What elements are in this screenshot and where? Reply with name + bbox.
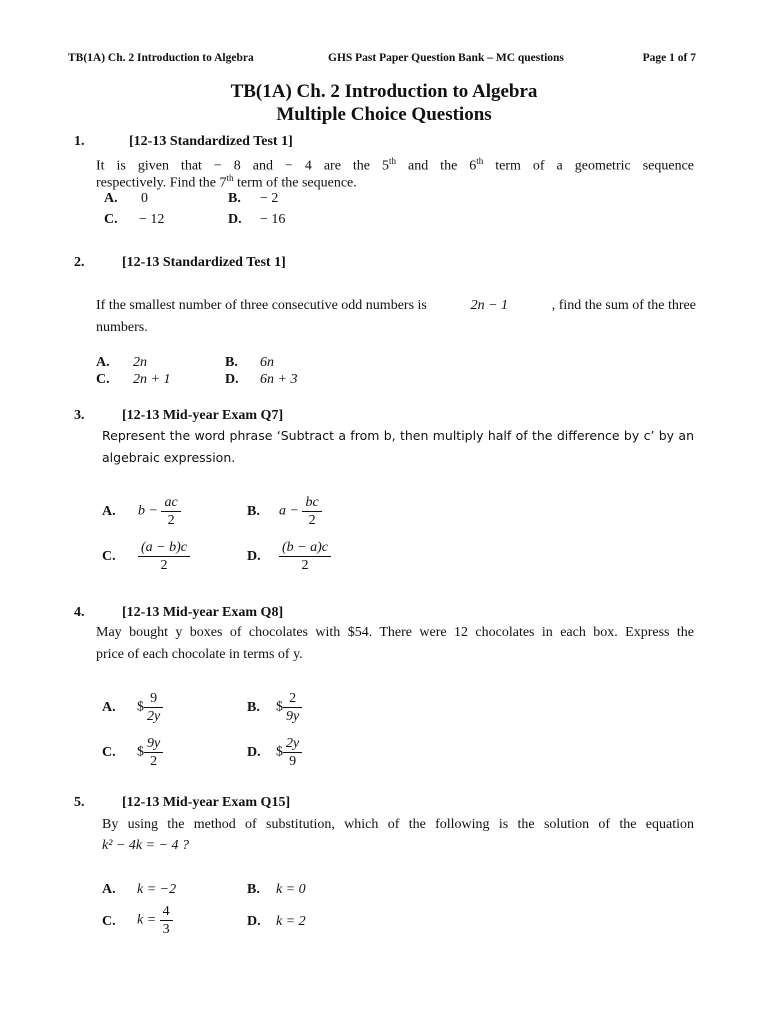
- question-number: 4.: [74, 605, 85, 620]
- question-text-line: algebraic expression.: [102, 450, 236, 465]
- question-number: 1.: [74, 134, 85, 149]
- header-center: GHS Past Paper Question Bank – MC questions: [328, 52, 564, 64]
- option-label: A.: [96, 355, 110, 370]
- option-value: $ $\frac{2y}{9}$: [276, 735, 302, 770]
- option-label: D.: [247, 914, 261, 929]
- option-value: [279, 539, 331, 574]
- option-value: k = $\frac{4}{3}$: [137, 903, 173, 938]
- option-value: b − $\frac{ac}{2}$: [138, 494, 181, 529]
- option-value: − 12: [139, 212, 165, 227]
- question-text-line: respectively. Find the 7th term of the sequence.: [96, 173, 357, 191]
- option-value: 6n + 3: [260, 372, 298, 387]
- option-value: − 2: [260, 191, 279, 206]
- question-equation: k² − 4k = − 4 ?: [102, 838, 189, 853]
- question-source: [12-13 Mid-year Exam Q8]: [122, 605, 284, 620]
- question-text-line: By using the method of substitution, which of the following is the solution of the equation: [102, 817, 694, 832]
- option-label: D.: [228, 212, 242, 227]
- option-value: a − $\frac{bc}{2}$: [279, 494, 322, 529]
- option-label: A.: [102, 882, 116, 897]
- option-value: $ $\frac{9y}{2}$: [137, 735, 163, 770]
- fraction: $\frac{9y}{2}$: [144, 735, 163, 770]
- question-source: [12-13 Mid-year Exam Q15]: [122, 795, 291, 810]
- option-label: C.: [96, 372, 110, 387]
- option-value: 2n: [133, 355, 147, 370]
- fraction: $\frac{4}{3}$: [160, 903, 173, 938]
- question-text-line: If the smallest number of three consecutive odd numbers is 2n − 1 , find the sum of the three: [96, 295, 696, 317]
- option-value: 6n: [260, 355, 274, 370]
- question-text-line: price of each chocolate in terms of y.: [96, 647, 303, 662]
- page-header: [68, 52, 696, 68]
- option-label: B.: [228, 191, 241, 206]
- option-label: B.: [247, 504, 260, 519]
- option-value: k = −2: [137, 882, 177, 897]
- fraction: $\frac{2y}{9}$: [283, 735, 302, 770]
- option-label: B.: [247, 882, 260, 897]
- option-label: A.: [102, 504, 116, 519]
- header-page-number: Page 1 of 7: [642, 52, 696, 64]
- question-text-line: Represent the word phrase ‘Subtract a from b, then multiply half of the difference by c’ by an: [102, 428, 694, 443]
- option-label: B.: [225, 355, 238, 370]
- option-label: C.: [102, 745, 116, 760]
- fraction: $\frac{(b - a)c}{2}$: [279, 539, 331, 574]
- option-label: D.: [225, 372, 239, 387]
- question-text-line: May bought y boxes of chocolates with $54. There were 12 chocolates in each box. Express the: [96, 625, 694, 640]
- option-label: D.: [247, 549, 261, 564]
- expression: 2n − 1: [470, 298, 509, 313]
- option-value: [138, 539, 190, 574]
- question-text-line: It is given that − 8 and − 4 are the 5th and the 6th term of a geometric sequence: [96, 156, 694, 174]
- header-left: TB(1A) Ch. 2 Introduction to Algebra: [68, 52, 254, 64]
- question-number: 5.: [74, 795, 85, 810]
- fraction: $\frac{2}{9y}$: [283, 690, 302, 725]
- question-number: 3.: [74, 408, 85, 423]
- option-value: $ $\frac{2}{9y}$: [276, 690, 302, 725]
- option-label: D.: [247, 745, 261, 760]
- question-source: [12-13 Standardized Test 1]: [122, 255, 286, 270]
- question-source: [12-13 Standardized Test 1]: [129, 134, 293, 149]
- option-label: C.: [104, 212, 118, 227]
- fraction: $\frac{9}{2y}$: [144, 690, 163, 725]
- option-label: C.: [102, 914, 116, 929]
- option-value: $ $\frac{9}{2y}$: [137, 690, 163, 725]
- option-label: B.: [247, 700, 260, 715]
- option-value: k = 0: [276, 882, 306, 897]
- option-label: A.: [104, 191, 118, 206]
- document-subtitle: Multiple Choice Questions: [276, 104, 492, 125]
- question-source: [12-13 Mid-year Exam Q7]: [122, 408, 284, 423]
- question-text-line: numbers.: [96, 320, 148, 335]
- option-value: k = 2: [276, 914, 306, 929]
- option-value: 0: [141, 191, 148, 206]
- fraction: $\frac{bc}{2}$: [302, 494, 321, 529]
- option-label: A.: [102, 700, 116, 715]
- fraction: $\frac{ac}{2}$: [161, 494, 180, 529]
- document-title: TB(1A) Ch. 2 Introduction to Algebra: [230, 81, 538, 102]
- option-value: 2n + 1: [133, 372, 171, 387]
- option-label: C.: [102, 549, 116, 564]
- option-value: − 16: [260, 212, 286, 227]
- question-number: 2.: [74, 255, 85, 270]
- fraction: $\frac{(a - b)c}{2}$: [138, 539, 190, 574]
